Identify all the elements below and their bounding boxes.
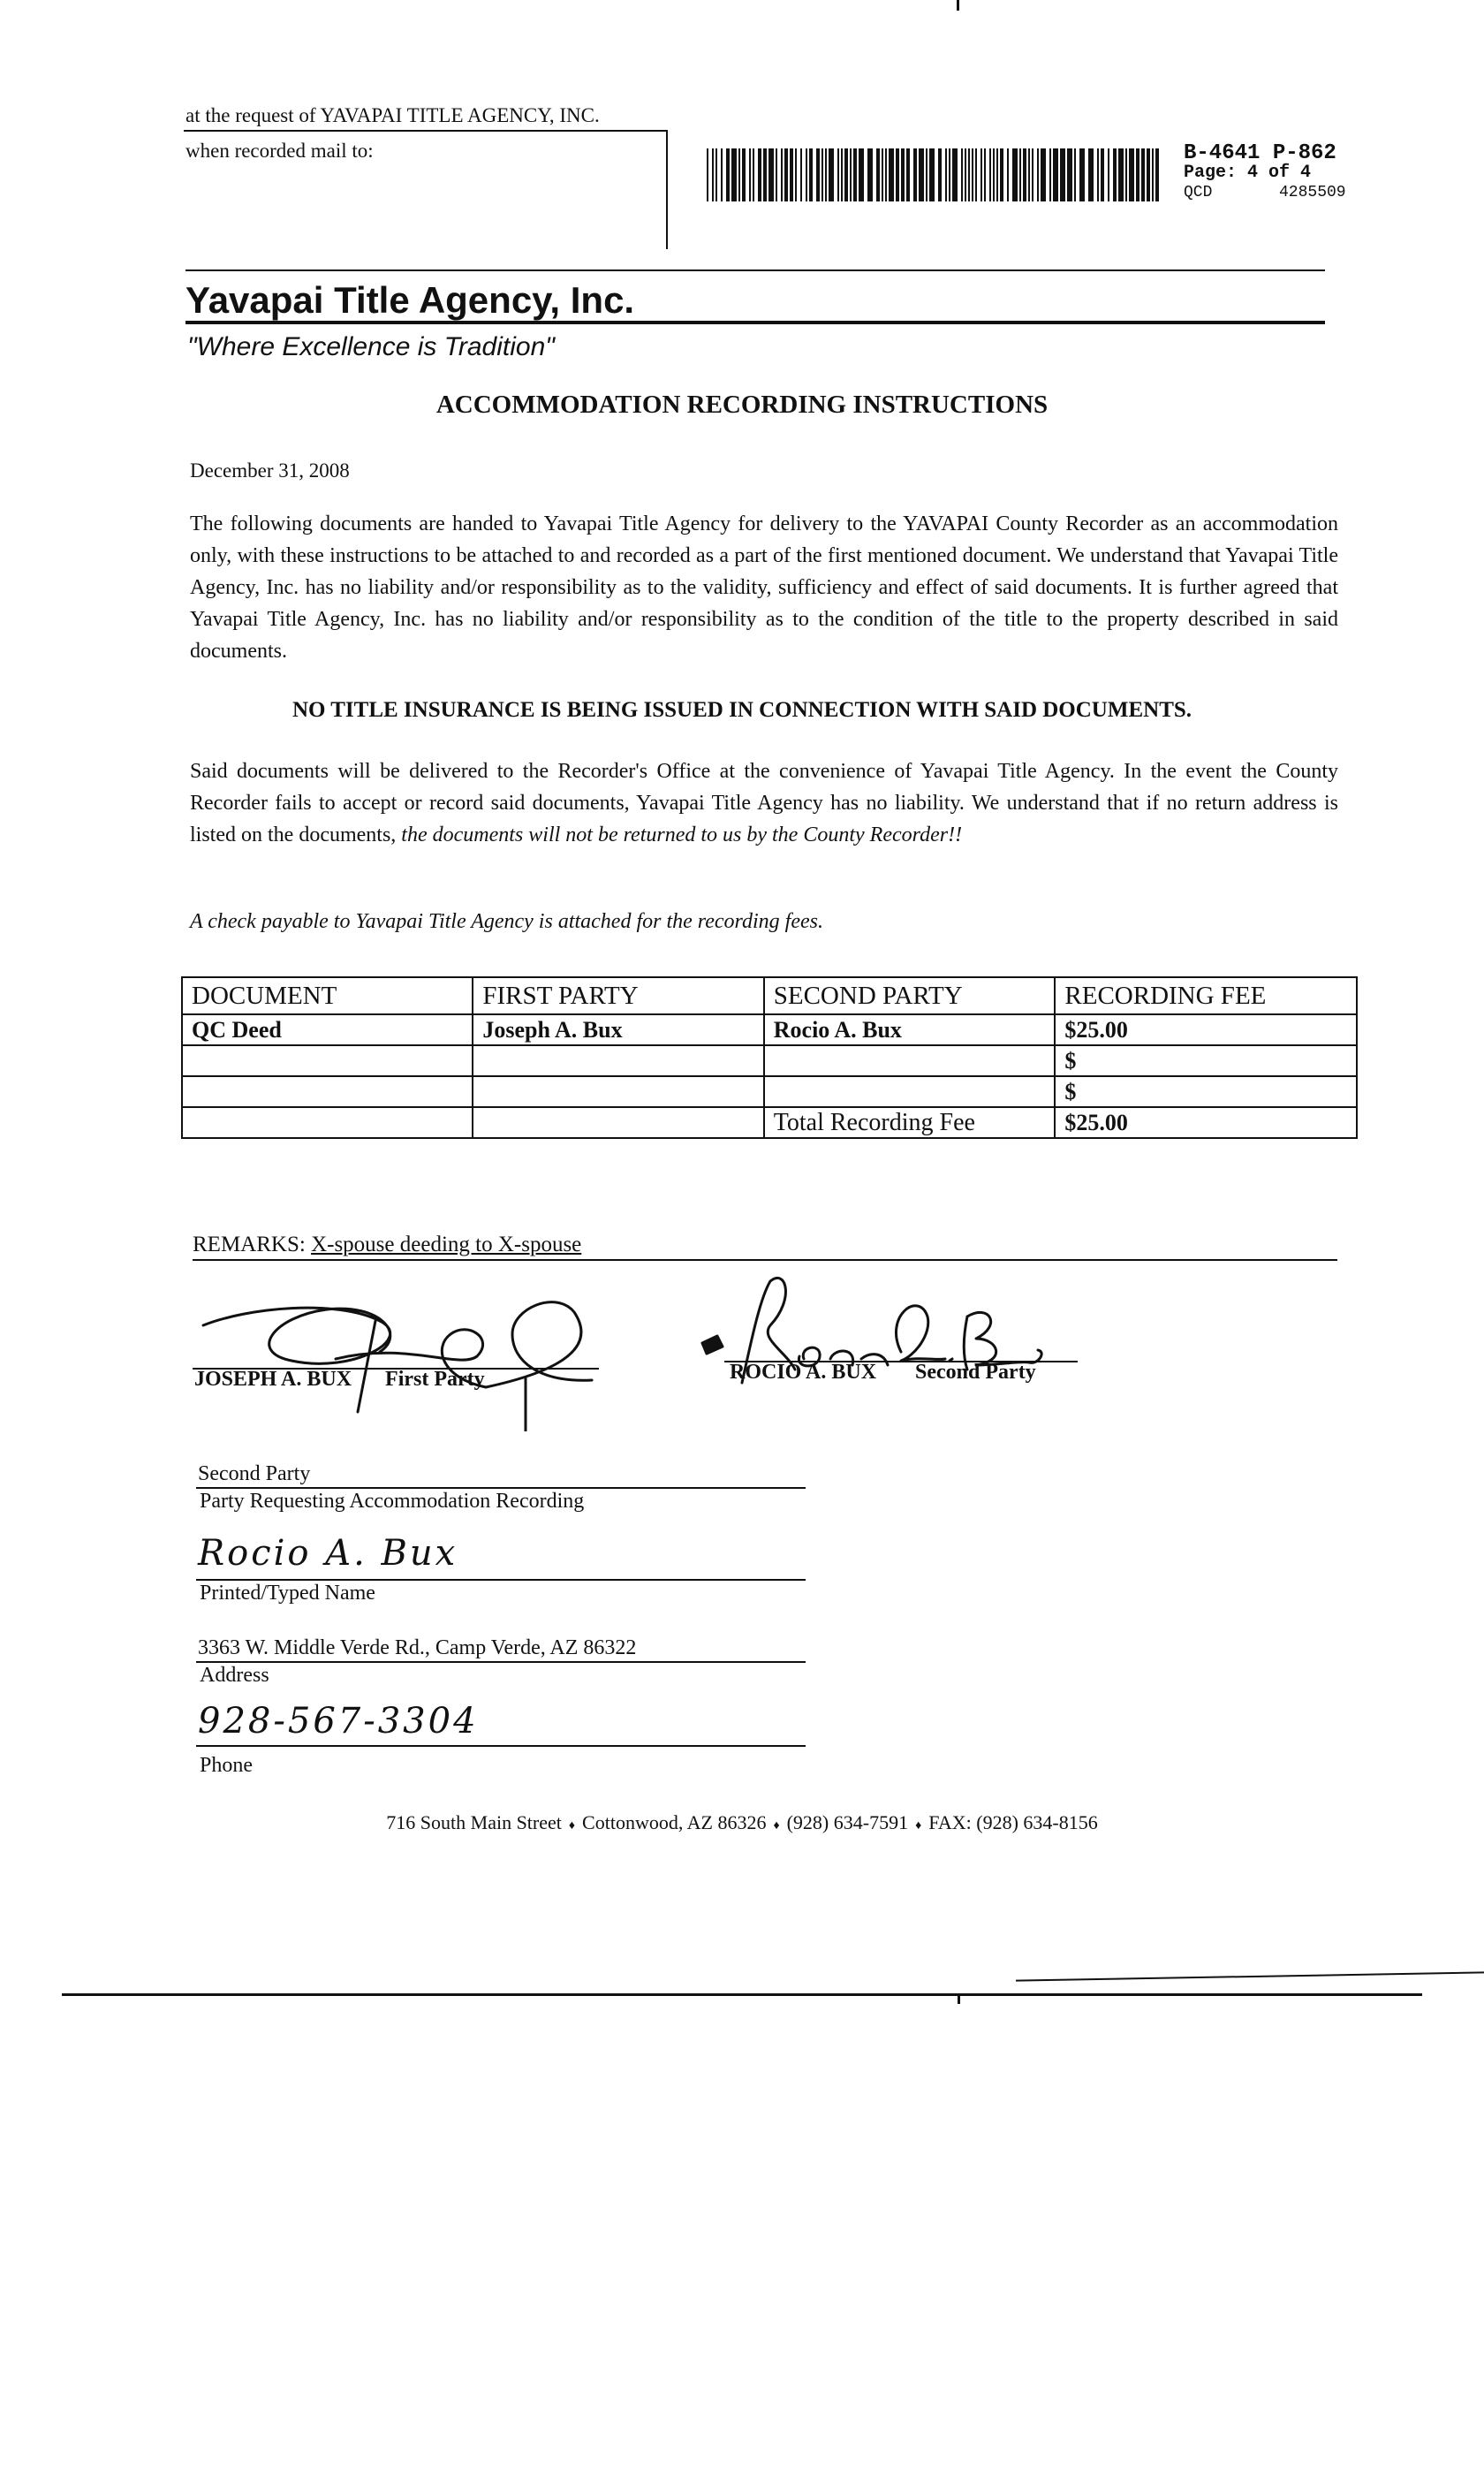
barcode-bar bbox=[1019, 148, 1021, 201]
no-insurance-notice: NO TITLE INSURANCE IS BEING ISSUED IN CONNECTION WITH SAID DOCUMENTS. bbox=[292, 698, 1192, 722]
barcode-bar bbox=[896, 148, 899, 201]
remarks bbox=[193, 1233, 581, 1257]
printed-name-rule bbox=[196, 1579, 806, 1581]
barcode bbox=[707, 148, 1166, 201]
barcode-bar bbox=[929, 148, 935, 201]
column-header: SECOND PARTY bbox=[764, 977, 1056, 1014]
barcode-bar bbox=[972, 148, 973, 201]
barcode-bar bbox=[996, 148, 998, 201]
barcode-bar bbox=[716, 148, 717, 201]
barcode-bar bbox=[859, 148, 864, 201]
barcode-bar bbox=[993, 148, 995, 201]
company-underline bbox=[186, 321, 1325, 324]
barcode-bar bbox=[975, 148, 977, 201]
barcode-bar bbox=[1101, 148, 1104, 201]
barcode-bar bbox=[882, 148, 883, 201]
barcode-bar bbox=[749, 148, 751, 201]
footer-street: 716 South Main Street bbox=[386, 1811, 562, 1833]
barcode-bar bbox=[844, 148, 848, 201]
instructions-paragraph: The following documents are handed to Yavapai Title Agency for delivery to the YAVAPAI County Recorder as an accommodation only, with these instructions to be attached to and recorded as a part of the first mentioned document. We understand that Yavapai Title Agency, Inc. has no liability and/or responsibility as to the validity, sufficiency and effect of said documents. It is further agreed that Yavapai Title Agency, Inc. has no liability and/or responsibility as to the condition of the title to the property described in said documents. bbox=[190, 512, 1338, 663]
barcode-bar bbox=[738, 148, 740, 201]
remarks-value: X-spouse deeding to X-spouse bbox=[311, 1233, 582, 1256]
barcode-bar bbox=[721, 148, 723, 201]
barcode-bar bbox=[763, 148, 767, 201]
first-party-name: JOSEPH A. BUX bbox=[194, 1368, 352, 1391]
barcode-bar bbox=[938, 148, 942, 201]
table-header-row bbox=[182, 977, 1357, 1014]
printed-name-value: Rocio A. Bux bbox=[198, 1533, 458, 1574]
barcode-bar bbox=[1152, 148, 1154, 201]
barcode-bar bbox=[795, 148, 797, 201]
barcode-bar bbox=[1118, 148, 1124, 201]
barcode-bar bbox=[1113, 148, 1117, 201]
remarks-label: REMARKS: bbox=[193, 1233, 306, 1256]
barcode-bar bbox=[885, 148, 887, 201]
header-rule bbox=[186, 269, 1325, 271]
column-header: RECORDING FEE bbox=[1055, 977, 1357, 1014]
barcode-bar bbox=[901, 148, 905, 201]
requesting-party-rule bbox=[196, 1487, 806, 1489]
barcode-bar bbox=[1136, 148, 1140, 201]
page-count: Page: 4 of 4 bbox=[1184, 163, 1312, 183]
barcode-bar bbox=[1141, 148, 1145, 201]
page-edge-tick bbox=[957, 0, 959, 11]
barcode-bar bbox=[1053, 148, 1058, 201]
scan-edge-line bbox=[1016, 1971, 1484, 1981]
barcode-bar bbox=[1108, 148, 1109, 201]
handwritten-signatures bbox=[177, 1255, 1325, 1431]
barcode-bar bbox=[1155, 148, 1159, 201]
barcode-bar bbox=[968, 148, 970, 201]
recording-box-divider bbox=[666, 130, 668, 249]
company-name: Yavapai Title Agency, Inc. bbox=[186, 279, 635, 321]
barcode-bar bbox=[1067, 148, 1072, 201]
barcode-bar bbox=[949, 148, 950, 201]
table-cell bbox=[764, 1045, 1056, 1076]
table-total-row bbox=[182, 1107, 1357, 1138]
barcode-bar bbox=[731, 148, 737, 201]
bullet-icon: ♦ bbox=[915, 1819, 922, 1833]
signature-first-party-tail bbox=[486, 1302, 592, 1431]
footer-fax: FAX: (928) 634-8156 bbox=[928, 1811, 1098, 1833]
barcode-bar bbox=[984, 148, 986, 201]
barcode-bar bbox=[809, 148, 813, 201]
table-cell bbox=[182, 1045, 473, 1076]
barcode-bar bbox=[1041, 148, 1046, 201]
page-edge-tick bbox=[958, 1993, 960, 2004]
footer-phone: (928) 634-7591 bbox=[786, 1811, 909, 1833]
barcode-bar bbox=[952, 148, 958, 201]
barcode-bar bbox=[776, 148, 777, 201]
barcode-bar bbox=[1000, 148, 1003, 201]
barcode-bar bbox=[1023, 148, 1026, 201]
printed-name-label: Printed/Typed Name bbox=[200, 1582, 375, 1605]
barcode-bar bbox=[837, 148, 839, 201]
fee-table bbox=[181, 976, 1358, 1139]
footer-city: Cottonwood, AZ 86326 bbox=[582, 1811, 767, 1833]
table-cell: QC Deed bbox=[182, 1014, 473, 1045]
book-page-number: B-4641 P-862 bbox=[1184, 141, 1336, 165]
barcode-bar bbox=[1007, 148, 1009, 201]
barcode-bar bbox=[707, 148, 708, 201]
check-note: A check payable to Yavapai Title Agency is attached for the recording fees. bbox=[190, 910, 823, 933]
table-cell: $ bbox=[1055, 1045, 1357, 1076]
barcode-bar bbox=[980, 148, 982, 201]
table-cell: $ bbox=[1055, 1076, 1357, 1107]
address-label: Address bbox=[200, 1664, 269, 1687]
barcode-bar bbox=[825, 148, 827, 201]
barcode-bar bbox=[850, 148, 852, 201]
address-rule bbox=[196, 1661, 806, 1663]
phone-rule bbox=[196, 1745, 806, 1747]
barcode-bar bbox=[1028, 148, 1030, 201]
barcode-bar bbox=[768, 148, 774, 201]
table-row bbox=[182, 1076, 1357, 1107]
requesting-party-value: Second Party bbox=[198, 1462, 311, 1485]
barcode-bar bbox=[1074, 148, 1076, 201]
signature-second-party-3 bbox=[896, 1306, 952, 1361]
table-cell: Rocio A. Bux bbox=[764, 1014, 1056, 1045]
column-header: DOCUMENT bbox=[182, 977, 473, 1014]
document-title: ACCOMMODATION RECORDING INSTRUCTIONS bbox=[435, 391, 1049, 419]
barcode-bar bbox=[989, 148, 991, 201]
document-number: 4285509 bbox=[1279, 184, 1346, 201]
delivery-warning: the documents will not be returned to us by the County Recorder!! bbox=[401, 823, 963, 846]
bullet-icon: ♦ bbox=[568, 1819, 576, 1833]
requesting-party-label: Party Requesting Accommodation Recording bbox=[200, 1490, 585, 1513]
table-cell bbox=[182, 1076, 473, 1107]
barcode-bar bbox=[742, 148, 746, 201]
table-cell bbox=[182, 1107, 473, 1138]
barcode-bar bbox=[790, 148, 793, 201]
barcode-bar bbox=[1032, 148, 1034, 201]
second-party-role: Second Party bbox=[915, 1361, 1036, 1384]
barcode-bar bbox=[758, 148, 761, 201]
table-cell bbox=[473, 1045, 763, 1076]
page-bottom-rule bbox=[62, 1993, 1422, 1996]
footer-address bbox=[0, 1811, 1484, 1834]
barcode-bar bbox=[906, 148, 910, 201]
signature-label-second-party bbox=[730, 1361, 1036, 1385]
address-value: 3363 W. Middle Verde Rd., Camp Verde, AZ 86322 bbox=[198, 1636, 637, 1659]
barcode-bar bbox=[806, 148, 807, 201]
second-party-name: ROCIO A. BUX bbox=[730, 1361, 877, 1384]
signature-ink-blot bbox=[702, 1336, 723, 1354]
recording-box-rule bbox=[184, 130, 668, 132]
barcode-bar bbox=[1088, 148, 1094, 201]
barcode-bar bbox=[1129, 148, 1134, 201]
phone-value: 928-567-3304 bbox=[198, 1701, 479, 1742]
delivery-paragraph bbox=[190, 755, 1338, 851]
mail-to-label: when recorded mail to: bbox=[186, 140, 374, 162]
total-label: Total Recording Fee bbox=[764, 1107, 1056, 1138]
delivery-text: Said documents will be delivered to the Recorder's Office at the convenience of Yavapai Title Agency. In the event the County Recorder fails to accept or record said documents, Yavapai Title Agency has no liability. We understand that if no return address is listed on the documents, bbox=[190, 760, 1338, 846]
table-row bbox=[182, 1045, 1357, 1076]
barcode-bar bbox=[800, 148, 802, 201]
barcode-bar bbox=[781, 148, 783, 201]
barcode-bar bbox=[889, 148, 894, 201]
signature-label-first-party bbox=[194, 1368, 485, 1392]
barcode-bar bbox=[841, 148, 843, 201]
table-cell bbox=[473, 1107, 763, 1138]
barcode-bar bbox=[816, 148, 820, 201]
barcode-bar bbox=[961, 148, 963, 201]
document-type-code: QCD bbox=[1184, 184, 1213, 201]
barcode-bar bbox=[965, 148, 966, 201]
request-line: at the request of YAVAPAI TITLE AGENCY, INC. bbox=[186, 104, 600, 126]
barcode-bar bbox=[1060, 148, 1065, 201]
barcode-bar bbox=[712, 148, 714, 201]
table-cell: Joseph A. Bux bbox=[473, 1014, 763, 1045]
barcode-bar bbox=[853, 148, 857, 201]
table-cell bbox=[764, 1076, 1056, 1107]
bullet-icon: ♦ bbox=[773, 1819, 780, 1833]
barcode-bar bbox=[822, 148, 823, 201]
first-party-role: First Party bbox=[385, 1368, 485, 1391]
total-value: $25.00 bbox=[1055, 1107, 1357, 1138]
barcode-bar bbox=[1125, 148, 1127, 201]
company-tagline: "Where Excellence is Tradition" bbox=[187, 332, 555, 361]
barcode-bar bbox=[1097, 148, 1099, 201]
signature-first-party-stroke bbox=[336, 1321, 486, 1412]
barcode-bar bbox=[1012, 148, 1018, 201]
barcode-bar bbox=[753, 148, 754, 201]
barcode-bar bbox=[876, 148, 880, 201]
barcode-bar bbox=[784, 148, 788, 201]
barcode-bar bbox=[829, 148, 834, 201]
phone-label: Phone bbox=[200, 1754, 253, 1777]
barcode-bar bbox=[1079, 148, 1085, 201]
barcode-bar bbox=[1147, 148, 1150, 201]
barcode-bar bbox=[867, 148, 873, 201]
barcode-bar bbox=[913, 148, 917, 201]
barcode-bar bbox=[945, 148, 947, 201]
table-cell bbox=[473, 1076, 763, 1107]
document-date: December 31, 2008 bbox=[190, 459, 350, 482]
barcode-bar bbox=[1037, 148, 1039, 201]
table-cell: $25.00 bbox=[1055, 1014, 1357, 1045]
barcode-bar bbox=[726, 148, 730, 201]
barcode-bar bbox=[926, 148, 928, 201]
table-row bbox=[182, 1014, 1357, 1045]
barcode-bar bbox=[1049, 148, 1051, 201]
column-header: FIRST PARTY bbox=[473, 977, 763, 1014]
barcode-bar bbox=[919, 148, 924, 201]
